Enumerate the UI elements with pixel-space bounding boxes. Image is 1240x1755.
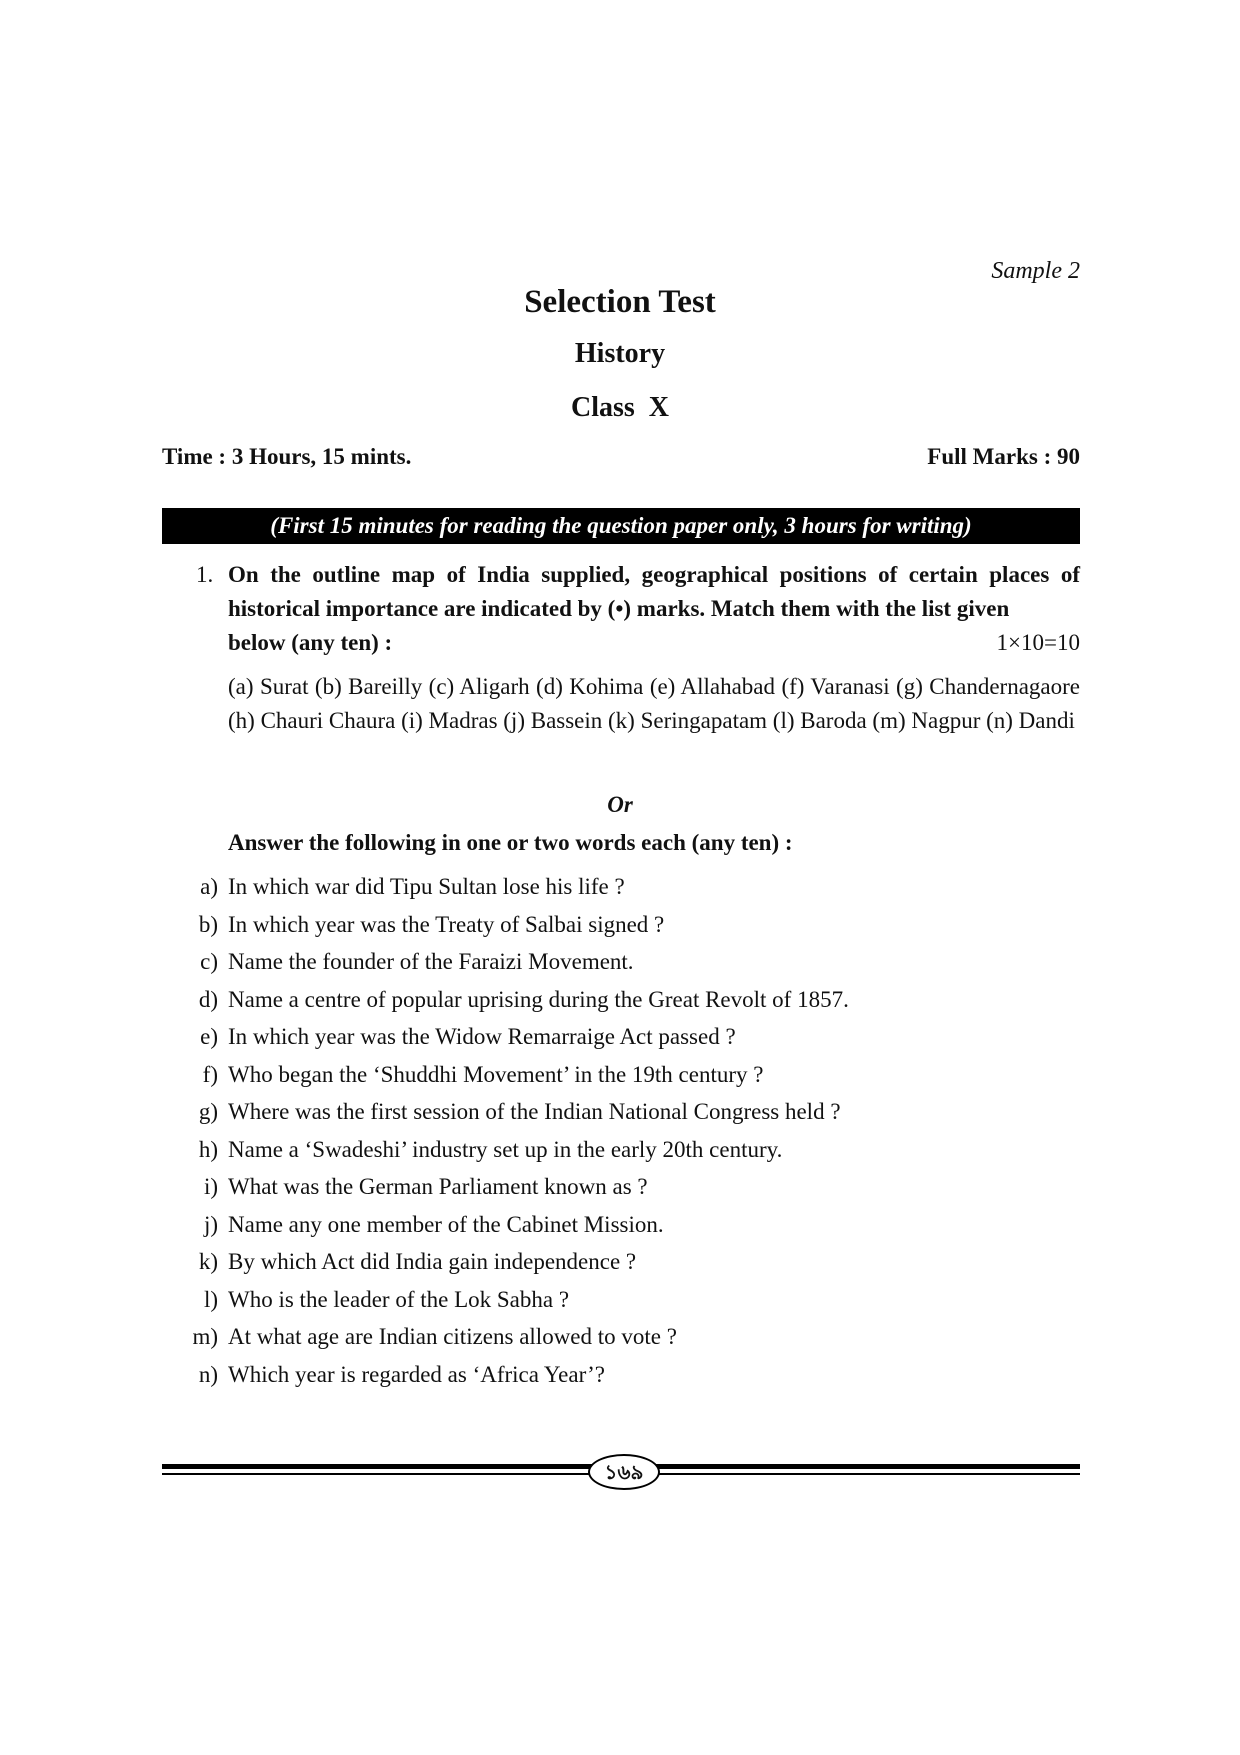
item-label: e) [200,1024,218,1049]
question-1 [196,558,1080,660]
item-text: Which year is regarded as ‘Africa Year’? [228,1361,605,1387]
question-marks: 1×10=10 [996,630,1080,655]
list-item [180,910,1080,948]
list-item [180,1022,1080,1060]
item-text: At what age are Indian citizens allowed to vote ? [228,1324,677,1349]
item-label: f) [202,1061,218,1087]
list-item [180,947,1080,985]
item-text: Where was the first session of the Indian National Congress held ? [228,1099,841,1124]
item-label: m) [192,1324,218,1349]
instructions-banner: (First 15 minutes for reading the question paper only, 3 hours for writing) [162,508,1080,544]
item-text: What was the German Parliament known as ? [228,1174,648,1199]
item-label: k) [198,1249,218,1274]
item-label: j) [203,1211,218,1237]
exam-meta-row [162,444,1080,470]
item-text: Name a ‘Swadeshi’ industry set up in the early 20th century. [228,1136,783,1162]
item-text: Name any one member of the Cabinet Mission. [228,1211,664,1237]
list-item [180,1322,1080,1360]
item-text: Who is the leader of the Lok Sabha ? [228,1286,570,1312]
list-item [180,1172,1080,1210]
item-label: b) [198,911,218,937]
list-item [180,1360,1080,1398]
item-label: d) [198,986,218,1012]
item-text: Name the founder of the Faraizi Movement. [228,949,634,974]
alt-instruction: Answer the following in one or two words each (any ten) : [228,830,793,855]
question-text-tail: below (any ten) : [228,630,393,655]
question-text: On the outline map of India supplied, geographical positions of certain places of historical importance are indicated by (•) marks. Match them with the list given [228,562,1080,621]
item-label: g) [198,1099,218,1124]
list-item [180,872,1080,910]
question-number: 1. [196,562,214,587]
list-item [180,1135,1080,1173]
item-text: In which year was the Treaty of Salbai signed ? [228,911,665,937]
list-item [180,1247,1080,1285]
alt-question-list [180,872,1080,1397]
item-text: In which war did Tipu Sultan lose his life ? [228,874,625,899]
class-title: Class X [570,392,669,423]
places-list: (a) Surat (b) Bareilly (c) Aligarh (d) Kohima (e) Allahabad (f) Varanasi (g) Chandernagaore (h) Chauri Chaura (i) Madras (j) Bassein (k) Seringapatam (l) Baroda (m) Nagpur (n) Dandi [228,674,1080,733]
item-text: By which Act did India gain independence ? [228,1249,637,1274]
item-label: a) [200,874,218,899]
item-text: Name a centre of popular uprising during the Great Revolt of 1857. [228,986,849,1012]
list-item [180,1060,1080,1098]
sample-label: Sample 2 [991,258,1080,284]
page-number: ১৬৯ [588,1454,660,1490]
item-text: Who began the ‘Shuddhi Movement’ in the 19th century ? [228,1061,764,1087]
list-item [180,1210,1080,1248]
item-label: c) [200,949,218,974]
exam-title: Selection Test [524,284,716,320]
item-label: l) [203,1286,218,1312]
question-text-last-line [228,626,1080,660]
item-text: In which year was the Widow Remarraige Act passed ? [228,1024,736,1049]
list-item [180,1285,1080,1323]
full-marks: Full Marks : 90 [927,444,1080,469]
subject-title: History [574,338,666,369]
time-allowed: Time : 3 Hours, 15 mints. [162,444,412,469]
list-item [180,985,1080,1023]
item-label: h) [198,1136,218,1162]
list-item [180,1097,1080,1135]
item-label: i) [203,1174,218,1199]
or-separator: Or [607,792,633,817]
item-label: n) [198,1361,218,1387]
